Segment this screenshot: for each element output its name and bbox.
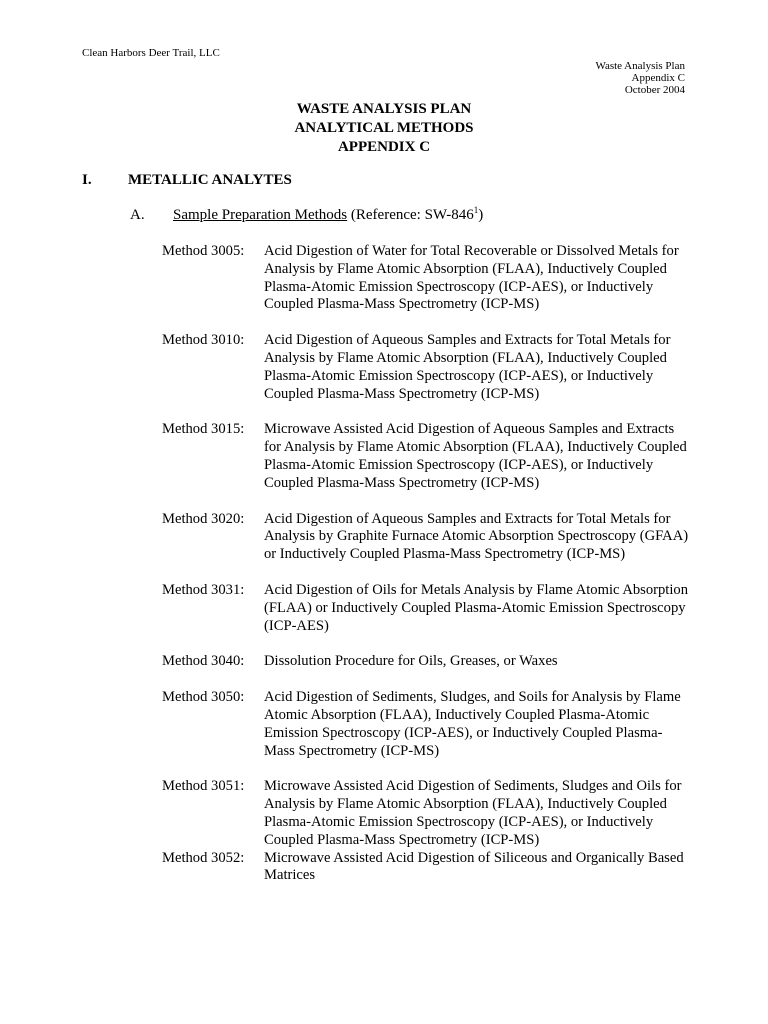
method-item: [162, 332, 692, 403]
method-description: Microwave Assisted Acid Digestion of Siliceous and Organically Based Matrices: [264, 849, 684, 884]
method-description: Acid Digestion of Aqueous Samples and Extracts for Total Metals for Analysis by Flame Atomic Absorption (FLAA), Inductively Coupled Plasma-Atomic Emission Spectroscopy (ICP-AES), or Inductively Coupled Plasma-Mass Spectrometry (ICP-MS): [264, 332, 671, 402]
method-label: Method 3052:: [162, 849, 245, 866]
subsection-reference: (Reference: SW-846: [347, 207, 474, 223]
method-label: Method 3020:: [162, 510, 245, 527]
subsection-reference-close: ): [478, 207, 484, 223]
method-item: [162, 511, 692, 564]
method-label: Method 3005:: [162, 243, 245, 259]
header-doc-info: [595, 60, 685, 96]
subsection-title: Sample Preparation Methods: [173, 207, 348, 223]
method-item: [162, 689, 692, 760]
method-item: [162, 421, 692, 492]
header-company: Clean Harbors Deer Trail, LLC: [82, 47, 220, 59]
method-description: Microwave Assisted Acid Digestion of Aqueous Samples and Extracts for Analysis by Flame Atomic Absorption (FLAA), Inductively Coupled Plasma-Atomic Emission Spectroscopy (ICP-AES), or Inductively Coupled Plasma-Mass Spectrometry (ICP-MS): [264, 421, 687, 491]
method-label: Method 3010:: [162, 332, 245, 349]
method-item: [162, 850, 692, 886]
method-item: [162, 653, 692, 671]
method-label: Method 3051:: [162, 778, 245, 795]
title-line-2: ANALYTICAL METHODS: [294, 120, 474, 136]
title-line-3: APPENDIX C: [337, 139, 431, 155]
method-description: Acid Digestion of Sediments, Sludges, and Soils for Analysis by Flame Atomic Absorption (FLAA), Inductively Coupled Plasma-Atomic Emission Spectroscopy (ICP-AES), or Inductively Coupled Plasma-Mass Spectrometry (ICP-MS): [264, 689, 681, 759]
method-description: Acid Digestion of Water for Total Recoverable or Dissolved Metals for Analysis by Flame Atomic Absorption (FLAA), Inductively Coupled Plasma-Atomic Emission Spectroscopy (ICP-AES), or Inductively Coupled Plasma-Mass Spectrometry (ICP-MS): [264, 243, 679, 313]
method-label: Method 3040:: [162, 653, 245, 670]
method-description: Acid Digestion of Oils for Metals Analysis by Flame Atomic Absorption (FLAA) or Inductively Coupled Plasma-Atomic Emission Spectroscopy (ICP-AES): [264, 581, 689, 634]
header-appendix: Appendix C: [631, 72, 685, 84]
section-title: METALLIC ANALYTES: [128, 172, 292, 188]
header-doc-title: Waste Analysis Plan: [595, 60, 685, 72]
method-description: Acid Digestion of Aqueous Samples and Extracts for Total Metals for Analysis by Graphite Furnace Atomic Absorption Spectroscopy (GFAA) or Inductively Coupled Plasma-Mass Spectrometry (ICP-MS): [264, 510, 689, 563]
title-line-1: WASTE ANALYSIS PLAN: [296, 101, 472, 117]
subsection-letter: A.: [130, 207, 145, 223]
method-label: Method 3015:: [162, 421, 245, 438]
method-item: [162, 243, 692, 314]
header-date: October 2004: [624, 84, 685, 96]
section-number: I.: [82, 172, 92, 188]
method-description: Dissolution Procedure for Oils, Greases, or Waxes: [264, 653, 558, 670]
footnote-marker: 1: [473, 205, 479, 215]
page-title: [0, 100, 768, 157]
method-label: Method 3031:: [162, 581, 245, 598]
method-label: Method 3050:: [162, 689, 245, 706]
subsection-text: [173, 206, 483, 225]
method-item: [162, 582, 692, 635]
method-list: [162, 243, 692, 885]
method-description: Microwave Assisted Acid Digestion of Sediments, Sludges and Oils for Analysis by Flame Atomic Absorption (FLAA), Inductively Coupled Plasma-Atomic Emission Spectroscopy (ICP-AES), or Inductively Coupled Plasma-Mass Spectrometry (ICP-MS): [264, 778, 682, 848]
method-item: [162, 778, 692, 849]
